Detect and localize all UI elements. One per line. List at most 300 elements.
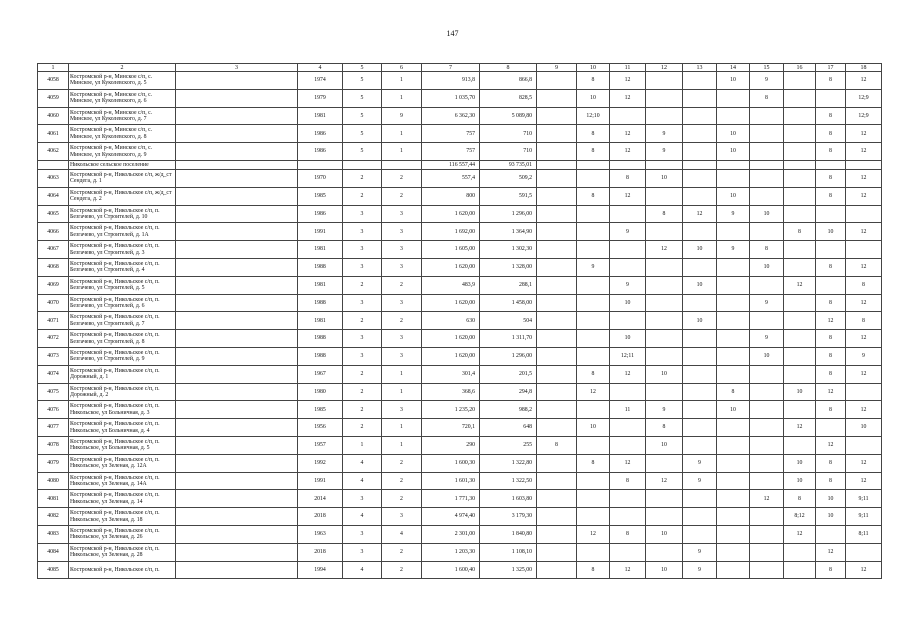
table-row (38, 143, 882, 161)
table-cell (750, 383, 784, 401)
row-number: 4078 (38, 436, 69, 454)
table-cell: 3 (343, 241, 382, 259)
column-header: 11 (610, 64, 646, 72)
table-cell (537, 89, 577, 107)
table-cell: 10 (784, 472, 816, 490)
table-cell: 12 (846, 143, 882, 161)
area-cell: 866,8 (480, 72, 537, 90)
table-cell: 8 (816, 330, 846, 348)
table-cell: 3 (343, 490, 382, 508)
table-cell (176, 107, 298, 125)
table-cell: 12 (610, 454, 646, 472)
table-cell: 12 (784, 525, 816, 543)
area-cell: 1 620,00 (422, 330, 480, 348)
column-header: 17 (816, 64, 846, 72)
table-cell: 8 (816, 169, 846, 187)
table-cell (646, 490, 683, 508)
table-cell: 8 (577, 187, 610, 205)
table-cell (537, 107, 577, 125)
table-cell: 12 (816, 543, 846, 561)
table-cell: 8 (717, 383, 750, 401)
table-row (38, 436, 882, 454)
area-cell: 800 (422, 187, 480, 205)
address-cell: Костромской р-н, Минское с/п, с. Минское, ул Куколевского, д. 6 (69, 89, 176, 107)
row-number: 4076 (38, 401, 69, 419)
table-cell (717, 490, 750, 508)
table-cell: 4 (343, 508, 382, 526)
table-cell: 8 (610, 472, 646, 490)
address-cell: Костромской р-н, Минское с/п, с. Минское, ул Куколевского, д. 8 (69, 125, 176, 143)
table-cell (646, 223, 683, 241)
area-cell: 1 458,00 (480, 294, 537, 312)
table-cell: 3 (382, 330, 422, 348)
table-cell (382, 160, 422, 169)
row-number: 4080 (38, 472, 69, 490)
table-cell: 4 (382, 525, 422, 543)
table-cell: 9 (717, 241, 750, 259)
table-cell (750, 508, 784, 526)
row-number: 4065 (38, 205, 69, 223)
table-cell: 1 (382, 383, 422, 401)
table-cell (784, 143, 816, 161)
address-cell: Костромской р-н, Никольское с/п, п. Безгачево, ул Строителей, д. 4 (69, 258, 176, 276)
area-cell: 1 600,30 (422, 454, 480, 472)
area-cell: 301,4 (422, 365, 480, 383)
table-cell: 8 (577, 72, 610, 90)
table-cell (784, 312, 816, 330)
table-cell: 3 (382, 258, 422, 276)
table-cell (176, 312, 298, 330)
address-cell: Костромской р-н, Никольское с/п, п. Никольское, ул Зеленая, д. 14 (69, 490, 176, 508)
column-header: 7 (422, 64, 480, 72)
table-row (38, 312, 882, 330)
table-cell (646, 454, 683, 472)
table-cell: 10 (717, 72, 750, 90)
area-cell: 710 (480, 143, 537, 161)
table-cell (610, 490, 646, 508)
area-cell: 116 557,44 (422, 160, 480, 169)
table-cell: 12 (846, 294, 882, 312)
table-cell: 1991 (298, 472, 343, 490)
table-row (38, 383, 882, 401)
row-number: 4084 (38, 543, 69, 561)
area-cell: 93 735,01 (480, 160, 537, 169)
table-cell: 12 (784, 419, 816, 437)
table-cell: 9 (646, 401, 683, 419)
table-cell: 8 (577, 365, 610, 383)
column-header: 4 (298, 64, 343, 72)
table-cell: 1956 (298, 419, 343, 437)
address-cell: Костромской р-н, Никольское с/п, п. Никольское, ул Больничная, д. 5 (69, 436, 176, 454)
table-cell: 8 (610, 169, 646, 187)
table-cell (537, 169, 577, 187)
table-cell (784, 561, 816, 579)
table-cell (577, 401, 610, 419)
table-cell: 2 (343, 276, 382, 294)
table-cell (683, 436, 717, 454)
address-cell: Костромской р-н, Никольское с/п, ж/д_ст Сендега, д. 1 (69, 169, 176, 187)
area-cell: 1 840,80 (480, 525, 537, 543)
table-cell: 1992 (298, 454, 343, 472)
table-cell (577, 241, 610, 259)
table-cell: 12 (577, 525, 610, 543)
table-cell: 9 (750, 72, 784, 90)
table-cell (537, 276, 577, 294)
table-row (38, 561, 882, 579)
area-cell: 1 296,00 (480, 347, 537, 365)
table-cell: 12 (683, 205, 717, 223)
table-cell: 12 (846, 454, 882, 472)
table-cell (537, 383, 577, 401)
row-number: 4085 (38, 561, 69, 579)
table-cell (537, 125, 577, 143)
table-cell: 8 (816, 472, 846, 490)
table-cell: 10 (846, 419, 882, 437)
area-cell: 1 603,80 (480, 490, 537, 508)
table-cell (176, 294, 298, 312)
table-cell: 9 (683, 472, 717, 490)
table-row (38, 187, 882, 205)
table-cell: 10 (646, 561, 683, 579)
table-cell: 1963 (298, 525, 343, 543)
area-cell: 591,5 (480, 187, 537, 205)
table-cell (784, 258, 816, 276)
table-cell (176, 169, 298, 187)
table-cell (646, 347, 683, 365)
table-cell: 10 (610, 330, 646, 348)
table-cell: 9 (717, 205, 750, 223)
table-cell (784, 436, 816, 454)
table-cell: 9 (846, 347, 882, 365)
table-cell (176, 454, 298, 472)
row-number: 4081 (38, 490, 69, 508)
table-cell: 1 (382, 436, 422, 454)
table-cell: 3 (343, 330, 382, 348)
address-cell: Костромской р-н, Никольское с/п, п. Никольское, ул Зеленая, д. 12А (69, 454, 176, 472)
table-cell (537, 347, 577, 365)
table-cell (750, 561, 784, 579)
table-cell: 2 (343, 169, 382, 187)
table-cell (537, 241, 577, 259)
area-cell: 720,1 (422, 419, 480, 437)
table-cell: 8 (816, 125, 846, 143)
table-cell (846, 383, 882, 401)
table-cell (750, 223, 784, 241)
table-cell (816, 419, 846, 437)
table-cell: 12 (846, 72, 882, 90)
table-cell (750, 169, 784, 187)
row-number: 4067 (38, 241, 69, 259)
table-cell: 8;11 (846, 525, 882, 543)
table-cell: 9 (683, 454, 717, 472)
table-cell: 2 (382, 490, 422, 508)
table-cell: 12 (577, 383, 610, 401)
area-cell: 630 (422, 312, 480, 330)
table-cell: 3 (382, 401, 422, 419)
table-cell: 1 (343, 436, 382, 454)
table-cell (717, 169, 750, 187)
table-cell (750, 525, 784, 543)
table-cell (816, 525, 846, 543)
table-cell (646, 508, 683, 526)
table-cell: 8 (577, 143, 610, 161)
table-cell (577, 276, 610, 294)
table-cell: 8 (816, 107, 846, 125)
table-row (38, 472, 882, 490)
table-cell (577, 223, 610, 241)
table-cell: 9 (646, 143, 683, 161)
area-cell: 5 089,80 (480, 107, 537, 125)
row-number: 4073 (38, 347, 69, 365)
table-cell (176, 330, 298, 348)
table-cell: 12;10 (577, 107, 610, 125)
table-cell: 12 (816, 383, 846, 401)
area-cell: 1 108,10 (480, 543, 537, 561)
table-cell (750, 125, 784, 143)
table-cell: 9 (610, 276, 646, 294)
area-cell: 1 203,30 (422, 543, 480, 561)
table-cell: 1974 (298, 72, 343, 90)
row-number: 4077 (38, 419, 69, 437)
table-cell (577, 490, 610, 508)
table-cell (784, 401, 816, 419)
table-cell (577, 543, 610, 561)
table-cell: 2 (343, 383, 382, 401)
address-cell: Никольское сельское поселение (69, 160, 176, 169)
area-cell: 294,8 (480, 383, 537, 401)
table-cell (717, 436, 750, 454)
table-cell (717, 347, 750, 365)
address-cell: Костромской р-н, Никольское с/п, п. Безгачево, ул Строителей, д. 7 (69, 312, 176, 330)
table-cell: 8;12 (784, 508, 816, 526)
table-cell (784, 330, 816, 348)
row-number: 4072 (38, 330, 69, 348)
table-cell (717, 107, 750, 125)
table-cell (683, 223, 717, 241)
table-cell: 10 (577, 419, 610, 437)
row-number: 4083 (38, 525, 69, 543)
table-cell (537, 543, 577, 561)
table-cell: 8 (816, 72, 846, 90)
table-cell: 2 (382, 561, 422, 579)
table-cell: 10 (816, 508, 846, 526)
table-cell: 10 (717, 401, 750, 419)
area-cell: 557,4 (422, 169, 480, 187)
table-cell (816, 276, 846, 294)
table-cell (784, 169, 816, 187)
table-cell (717, 258, 750, 276)
area-cell: 1 328,00 (480, 258, 537, 276)
table-cell (646, 543, 683, 561)
table-cell: 12 (610, 89, 646, 107)
table-row (38, 294, 882, 312)
area-cell: 1 325,00 (480, 561, 537, 579)
address-cell: Костромской р-н, Никольское с/п, п. Никольское, ул Больничная, д. 3 (69, 401, 176, 419)
row-number: 4064 (38, 187, 69, 205)
table-cell: 3 (343, 205, 382, 223)
table-cell (610, 241, 646, 259)
table-cell: 10 (646, 365, 683, 383)
table-cell: 3 (382, 205, 422, 223)
column-header: 13 (683, 64, 717, 72)
table-cell (683, 525, 717, 543)
table-cell (683, 187, 717, 205)
table-cell (176, 543, 298, 561)
table-cell (537, 160, 577, 169)
table-cell (610, 312, 646, 330)
table-cell (646, 276, 683, 294)
table-cell: 1 (382, 365, 422, 383)
table-cell (537, 205, 577, 223)
table-cell: 9 (683, 543, 717, 561)
table-cell (717, 294, 750, 312)
table-cell (176, 89, 298, 107)
table-cell: 12 (846, 223, 882, 241)
table-cell: 9 (750, 294, 784, 312)
column-header: 10 (577, 64, 610, 72)
table-cell (537, 419, 577, 437)
table-cell: 2018 (298, 543, 343, 561)
table-cell (784, 294, 816, 312)
table-cell: 1 (382, 89, 422, 107)
column-header: 1 (38, 64, 69, 72)
table-cell: 10 (816, 490, 846, 508)
table-cell: 12 (610, 187, 646, 205)
table-cell (537, 365, 577, 383)
table-cell: 2 (343, 401, 382, 419)
table-cell: 2 (382, 454, 422, 472)
table-cell: 2 (382, 472, 422, 490)
table-cell (683, 419, 717, 437)
table-cell: 12 (610, 125, 646, 143)
table-cell (610, 160, 646, 169)
area-cell: 710 (480, 125, 537, 143)
table-cell (610, 508, 646, 526)
table-cell: 12;9 (846, 89, 882, 107)
table-cell (577, 294, 610, 312)
table-cell (846, 241, 882, 259)
table-cell (646, 294, 683, 312)
table-cell: 10 (816, 223, 846, 241)
address-cell: Костромской р-н, Никольское с/п, п. Безгачево, ул Строителей, д. 9 (69, 347, 176, 365)
table-row (38, 107, 882, 125)
table-cell (750, 143, 784, 161)
table-cell (176, 187, 298, 205)
table-cell (176, 276, 298, 294)
table-cell: 3 (343, 294, 382, 312)
table-cell (537, 258, 577, 276)
table-cell: 9 (610, 223, 646, 241)
data-table (37, 63, 882, 579)
table-cell: 8 (577, 454, 610, 472)
table-cell (176, 205, 298, 223)
table-cell: 12 (846, 330, 882, 348)
table-cell: 1981 (298, 107, 343, 125)
column-header: 15 (750, 64, 784, 72)
area-cell: 1 296,00 (480, 205, 537, 223)
table-cell (176, 525, 298, 543)
table-row (38, 205, 882, 223)
table-cell: 8 (750, 89, 784, 107)
row-number: 4079 (38, 454, 69, 472)
row-number: 4074 (38, 365, 69, 383)
table-cell: 2 (382, 543, 422, 561)
table-cell (646, 72, 683, 90)
table-cell: 3 (382, 294, 422, 312)
table-cell: 3 (382, 241, 422, 259)
table-row (38, 72, 882, 90)
table-cell: 8 (610, 525, 646, 543)
table-cell: 3 (382, 223, 422, 241)
column-header: 2 (69, 64, 176, 72)
row-number: 4069 (38, 276, 69, 294)
table-cell: 3 (343, 525, 382, 543)
table-cell: 10 (683, 276, 717, 294)
table-cell (537, 490, 577, 508)
table-cell (784, 89, 816, 107)
table-cell (683, 143, 717, 161)
table-cell: 1988 (298, 347, 343, 365)
table-cell: 12 (846, 258, 882, 276)
area-cell: 1 322,80 (480, 454, 537, 472)
table-cell (846, 205, 882, 223)
table-cell (176, 241, 298, 259)
area-cell: 509,2 (480, 169, 537, 187)
table-cell: 4 (343, 454, 382, 472)
table-cell (784, 205, 816, 223)
subtotal-row (38, 160, 882, 169)
table-cell (343, 160, 382, 169)
table-cell (683, 508, 717, 526)
area-cell: 913,8 (422, 72, 480, 90)
table-cell: 12 (846, 365, 882, 383)
table-cell: 2 (343, 312, 382, 330)
table-cell (176, 72, 298, 90)
table-cell (646, 258, 683, 276)
table-cell: 10 (750, 347, 784, 365)
table-cell (846, 543, 882, 561)
address-cell: Костромской р-н, Никольское с/п, п. Безгачево, ул Строителей, д. 1А (69, 223, 176, 241)
table-cell: 1988 (298, 330, 343, 348)
table-cell: 10 (784, 383, 816, 401)
table-cell (683, 72, 717, 90)
table-cell: 1970 (298, 169, 343, 187)
row-number: 4075 (38, 383, 69, 401)
table-cell (537, 294, 577, 312)
table-cell: 1986 (298, 143, 343, 161)
row-number: 4060 (38, 107, 69, 125)
table-cell: 8 (816, 454, 846, 472)
table-cell (537, 525, 577, 543)
table-cell (537, 561, 577, 579)
table-cell: 10 (717, 143, 750, 161)
table-cell (176, 347, 298, 365)
table-cell: 8 (750, 241, 784, 259)
table-cell: 12 (846, 472, 882, 490)
table-cell: 8 (816, 401, 846, 419)
table-cell: 8 (816, 561, 846, 579)
table-cell: 8 (577, 561, 610, 579)
table-cell (750, 472, 784, 490)
row-number: 4063 (38, 169, 69, 187)
table-cell (717, 454, 750, 472)
table-cell (750, 276, 784, 294)
table-cell: 2 (382, 276, 422, 294)
row-number: 4082 (38, 508, 69, 526)
table-cell: 12 (846, 401, 882, 419)
table-cell (846, 160, 882, 169)
table-cell (176, 383, 298, 401)
